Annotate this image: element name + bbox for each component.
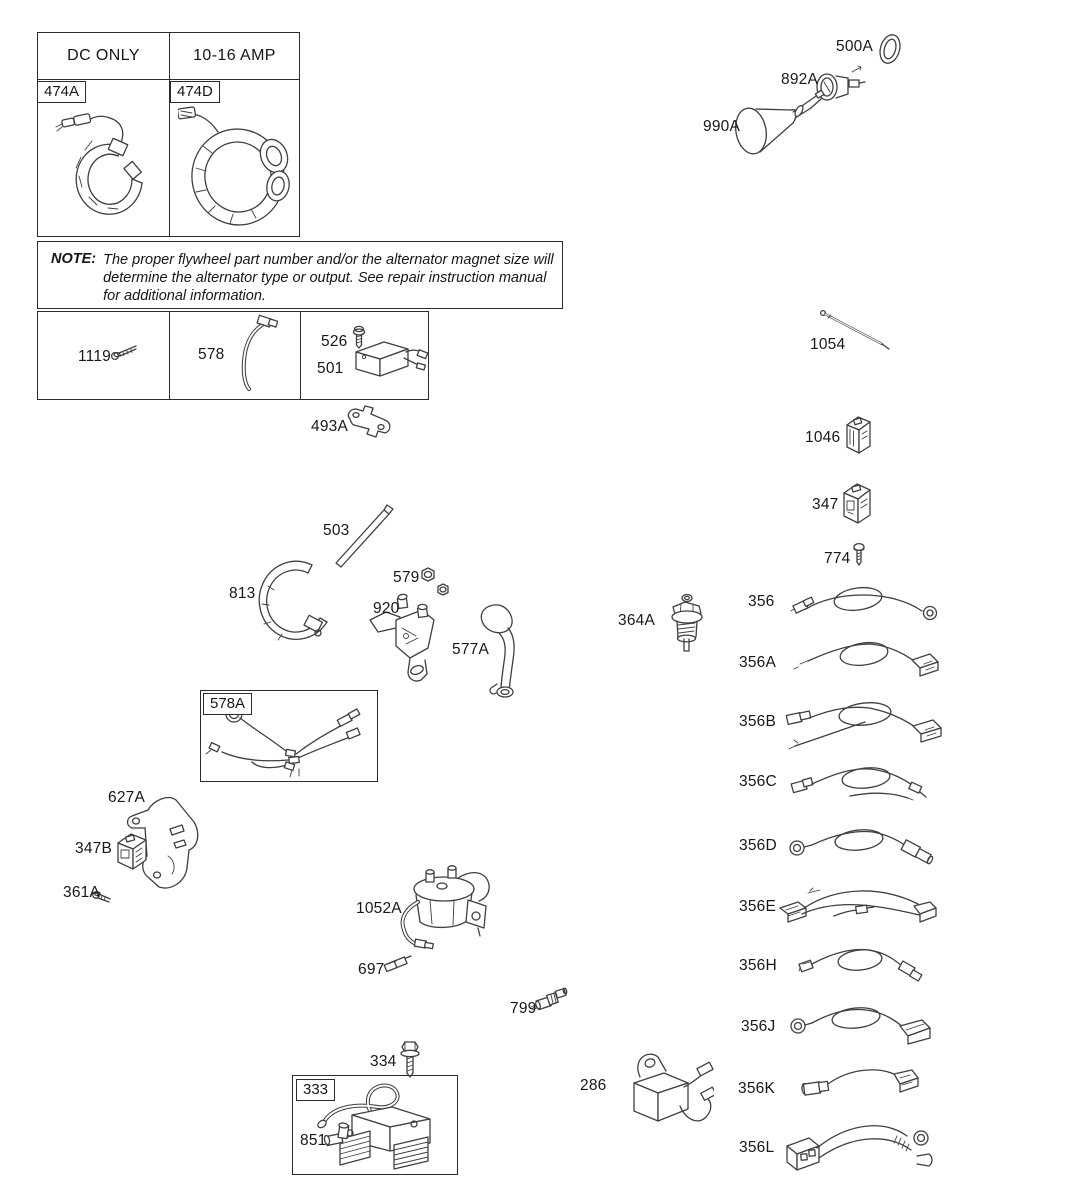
harness-356C-figure	[790, 756, 938, 811]
part-label-286: 286	[580, 1077, 607, 1094]
part-label-1052A: 1052A	[356, 900, 402, 917]
harness-356B-figure	[785, 694, 943, 754]
part-label-851: 851	[300, 1132, 327, 1149]
part-label-579: 579	[393, 569, 420, 586]
part-label-356: 356	[748, 593, 775, 610]
table-header-dc-only: DC ONLY	[38, 33, 170, 79]
stator-474D-figure	[178, 98, 296, 232]
connector-697-figure	[382, 950, 414, 974]
part-label-1046: 1046	[805, 429, 841, 446]
solenoid-1052A-figure	[390, 858, 496, 960]
plug-364A-figure	[656, 590, 710, 656]
part-tag-474A: 474A	[37, 81, 86, 103]
part-label-334: 334	[370, 1053, 397, 1070]
part-label-577A: 577A	[452, 641, 489, 658]
part-label-578: 578	[198, 346, 225, 363]
part-label-356D: 356D	[739, 837, 777, 854]
part-tag-578A: 578A	[203, 693, 252, 715]
switch-347B-figure	[110, 828, 156, 874]
part-label-799: 799	[510, 1000, 537, 1017]
elbow-851-figure	[322, 1120, 358, 1150]
part-label-356E: 356E	[739, 898, 776, 915]
harness-356E-figure	[778, 878, 940, 932]
note-line-3: for additional information.	[103, 288, 266, 304]
part-label-501: 501	[317, 360, 344, 377]
part-label-500A: 500A	[836, 38, 873, 55]
part-label-813: 813	[229, 585, 256, 602]
screw-1119-figure	[110, 342, 140, 364]
note-text	[103, 251, 554, 308]
harness-356K-figure	[798, 1058, 926, 1110]
harness-356D-figure	[785, 818, 937, 872]
harness-356J-figure	[788, 998, 933, 1052]
part-label-1054: 1054	[810, 336, 846, 353]
bolt-334-figure	[399, 1038, 423, 1080]
switch-1046-figure	[840, 412, 876, 458]
note-prefix: NOTE:	[51, 251, 97, 267]
part-label-892A: 892A	[781, 71, 818, 88]
note-line-2: determine the alternator type or output. See repair instruction manual	[103, 270, 547, 286]
harness-356-figure	[790, 575, 945, 625]
stator-474A-figure	[52, 103, 157, 221]
band-813-figure	[248, 556, 342, 650]
note-box	[37, 241, 563, 309]
harness-356H-figure	[798, 938, 928, 992]
part-label-990A: 990A	[703, 118, 740, 135]
table-header-10-16-amp: 10-16 AMP	[193, 47, 276, 64]
part-tag-474D: 474D	[170, 81, 220, 103]
note-line-1: The proper flywheel part number and/or the alternator magnet size will	[103, 252, 554, 268]
part-label-697: 697	[358, 961, 385, 978]
part-label-356J: 356J	[741, 1018, 776, 1035]
part-label-356B: 356B	[739, 713, 776, 730]
diode-286-figure	[610, 1046, 714, 1134]
funnel-990A-figure	[733, 86, 825, 158]
part-label-627A: 627A	[108, 789, 145, 806]
part-label-356L: 356L	[739, 1139, 775, 1156]
bracket-493A-figure	[342, 400, 396, 442]
part-label-347: 347	[812, 496, 839, 513]
part-label-356C: 356C	[739, 773, 777, 790]
part-label-356H: 356H	[739, 957, 777, 974]
harness-356A-figure	[792, 630, 942, 688]
screw-774-figure	[850, 542, 868, 570]
part-label-920: 920	[373, 600, 400, 617]
part-label-774: 774	[824, 550, 851, 567]
wire-578-figure	[222, 314, 278, 394]
part-label-503: 503	[323, 522, 350, 539]
part-label-356K: 356K	[738, 1080, 775, 1097]
part-label-347B: 347B	[75, 840, 112, 857]
regulator-501-figure	[344, 334, 428, 386]
part-label-526: 526	[321, 333, 348, 350]
switch-347-figure	[837, 478, 877, 528]
harness-356L-figure	[785, 1112, 937, 1182]
part-label-361A: 361A	[63, 884, 100, 901]
part-tag-333: 333	[296, 1079, 335, 1101]
part-label-356A: 356A	[739, 654, 776, 671]
part-label-493A: 493A	[311, 418, 348, 435]
part-label-364A: 364A	[618, 612, 655, 629]
part-label-1119: 1119	[78, 348, 111, 365]
oring-500A-figure	[874, 28, 906, 70]
